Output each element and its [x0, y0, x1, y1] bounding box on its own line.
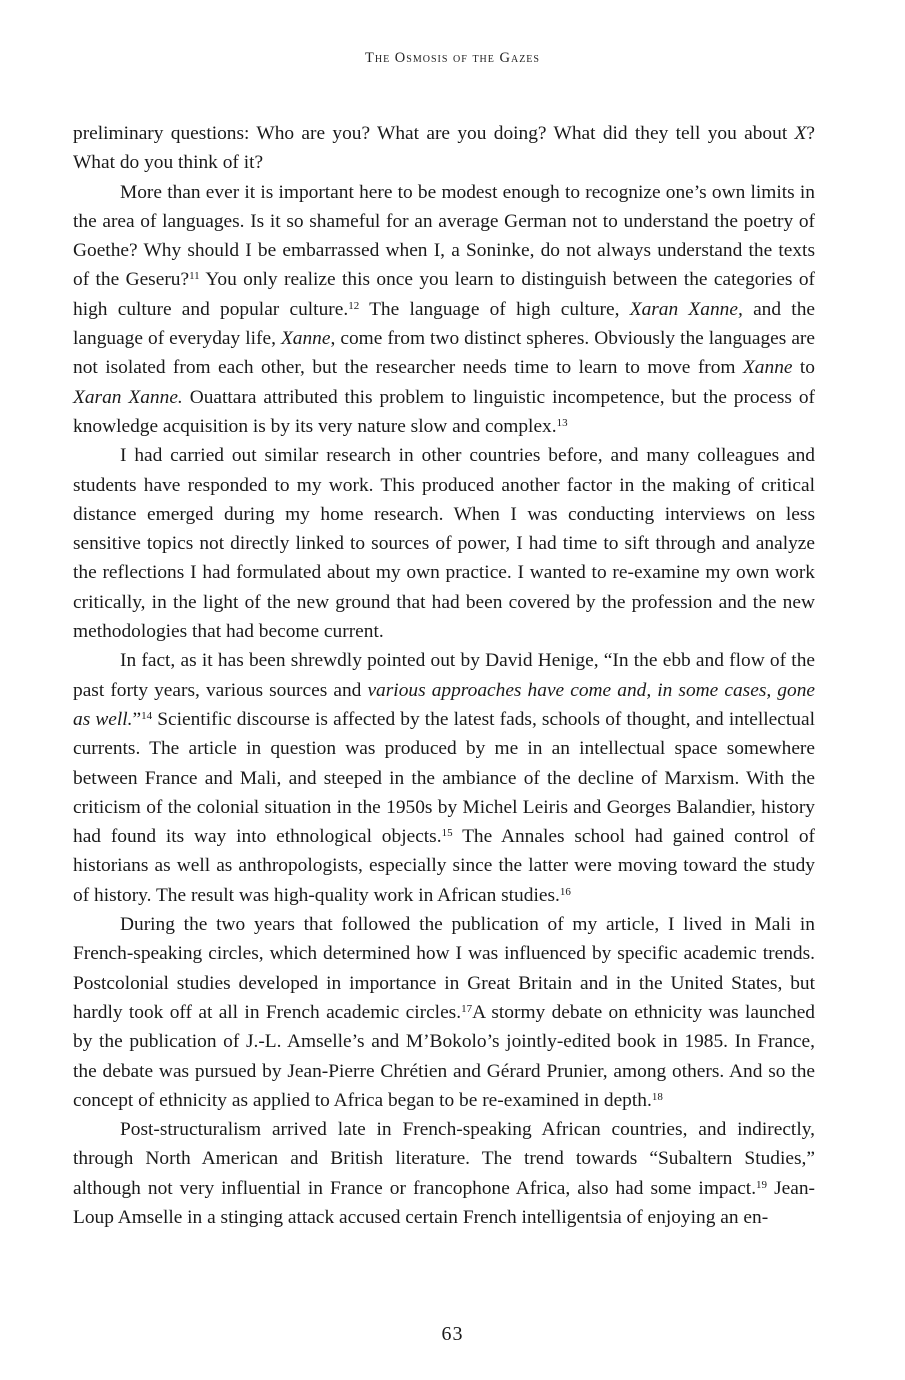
- footnote-ref: 11: [189, 270, 200, 283]
- footnote-ref: 19: [756, 1178, 768, 1191]
- footnote-ref: 18: [651, 1090, 663, 1103]
- text-run: In fact, as it has been shrewdly pointed out by David Henige, “In the ebb and flow of the past forty years, various sources and: [73, 650, 815, 701]
- running-head: The Osmosis of the Gazes: [365, 50, 540, 66]
- italic-text: Xaran Xanne.: [73, 386, 183, 408]
- text-run: During the two years that followed the publication of my article, I lived in Mali in French-speaking circles, which determined how I was influenced by specific academic trends. Postcolonial studies developed in importance in Great Britain and in the United States, but hardly took off at all in French academic circles.: [73, 914, 815, 1023]
- paragraph: [73, 1115, 815, 1232]
- footnote-ref: 12: [348, 299, 360, 312]
- paragraph: [73, 910, 815, 1115]
- text-run: ”: [132, 708, 142, 730]
- text-run: I had carried out similar research in other countries before, and many colleagues and students have responded to my work. This produced another factor in the making of critical distance emerged during my home research. When I was conducting interviews on less sensitive topics not directly linked to sources of power, I had time to sift through and analyze the reflections I had formulated about my own practice. I wanted to re-examine my own work critically, in the light of the new ground that had been covered by the profession and the new methodologies that had become current.: [73, 445, 815, 643]
- paragraph: [73, 119, 815, 178]
- paragraph: [73, 178, 815, 442]
- footnote-ref: 13: [556, 416, 568, 429]
- italic-text: Xanne: [742, 357, 793, 379]
- text-run: Jean-Loup Amselle in a stinging attack accused certain French intelligentsia of enjoying an en-: [73, 1177, 815, 1228]
- text-run: The language of high culture,: [359, 298, 630, 320]
- text-run: The Annales school had gained control of historians as well as anthropologists, especially since the latter were moving toward the study of history. The result was high-quality work in African studies.: [73, 826, 816, 906]
- text-run: Ouattara attributed this problem to linguistic incompetence, but the process of knowledge acquisition is by its very nature slow and complex.: [73, 386, 815, 437]
- text-run: preliminary questions: Who are you? What are you doing? What did they tell you about: [73, 123, 795, 144]
- body-text: [73, 119, 815, 1232]
- text-run: A stormy debate on ethnicity was launched by the publication of J.-L. Amselle’s and M’Bokolo’s jointly-edited book in 1985. In France, the debate was pursued by Jean-Pierre Chrétien and Gérard Prunier, among others. And so the concept of ethnicity as applied to Africa began to be re-examined in depth.: [73, 1001, 815, 1111]
- paragraph: [73, 441, 815, 646]
- footnote-ref: 14: [141, 709, 153, 722]
- text-run: ? What do you think of it?: [73, 123, 815, 174]
- italic-text: X: [794, 123, 807, 144]
- text-run: and the language of everyday life,: [73, 298, 815, 350]
- text-run: , come from two distinct spheres. Obviously the languages are not isolated from each other, but the researcher needs time to learn to move from: [73, 328, 815, 379]
- italic-text: Xaran Xanne,: [629, 298, 743, 320]
- italic-text: various approaches have come and, in some cases, gone as well.: [73, 679, 815, 730]
- text-run: You only realize this once you learn to distinguish between the categories of high culture and popular culture.: [73, 269, 815, 320]
- text-run: Post-structuralism arrived late in French-speaking African countries, and indirectly, through North American and British literature. The trend towards “Subaltern Studies,” although not very influential in France or francophone Africa, also had some impact.: [73, 1119, 815, 1199]
- text-run: More than ever it is important here to be modest enough to recognize one’s own limits in the area of languages. Is it so shameful for an average German not to understand the poetry of Goethe? Why should I be embarrassed when I, a Soninke, do not always understand the texts of the Geseru?: [73, 181, 815, 291]
- footnote-ref: 16: [559, 885, 571, 898]
- footnote-ref: 17: [461, 1002, 473, 1015]
- italic-text: Xanne: [280, 328, 331, 350]
- paragraph: [73, 646, 815, 910]
- footnote-ref: 15: [441, 827, 453, 840]
- page-number: 63: [441, 1323, 464, 1345]
- text-run: Scientific discourse is affected by the latest fads, schools of thought, and intellectual currents. The article in question was produced by me in an intellectual space somewhere between France and Mali, and steeped in the ambiance of the decline of Marxism. With the criticism of the colonial situation in the 1950s by Michel Leiris and Georges Balandier, history had found its way into ethnological objects.: [73, 708, 815, 848]
- text-run: to: [792, 357, 816, 379]
